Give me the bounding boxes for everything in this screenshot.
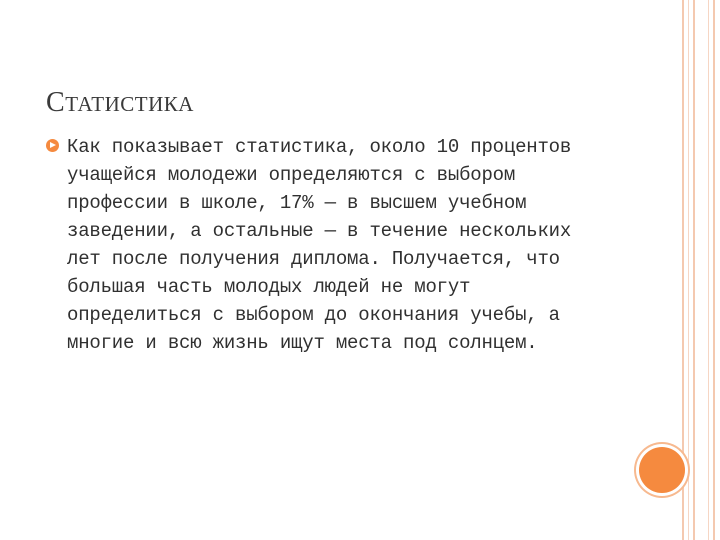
frame-line	[688, 0, 689, 540]
frame-line	[708, 0, 709, 540]
frame-line	[693, 0, 695, 540]
bullet-arrow-icon	[46, 139, 59, 152]
slide-title-initial: С	[46, 87, 66, 118]
decorative-circle-icon	[639, 447, 685, 493]
slide-title	[46, 82, 194, 119]
bullet-text: Как показывает статистика, около 10 процентов учащейся молодежи определяются с выбором профессии в школе, 17% — в высшем учебном заведении, а остальные — в течение нескольких лет после получения диплома. Получается, что большая часть молодых людей не могут определиться с выбором до окончания учебы, а многие и всю жизнь ищут места под солнцем.	[67, 136, 572, 354]
frame-line	[713, 0, 715, 540]
slide-title-rest: ТАТИСТИКА	[65, 92, 194, 116]
bullet-item	[46, 133, 626, 357]
